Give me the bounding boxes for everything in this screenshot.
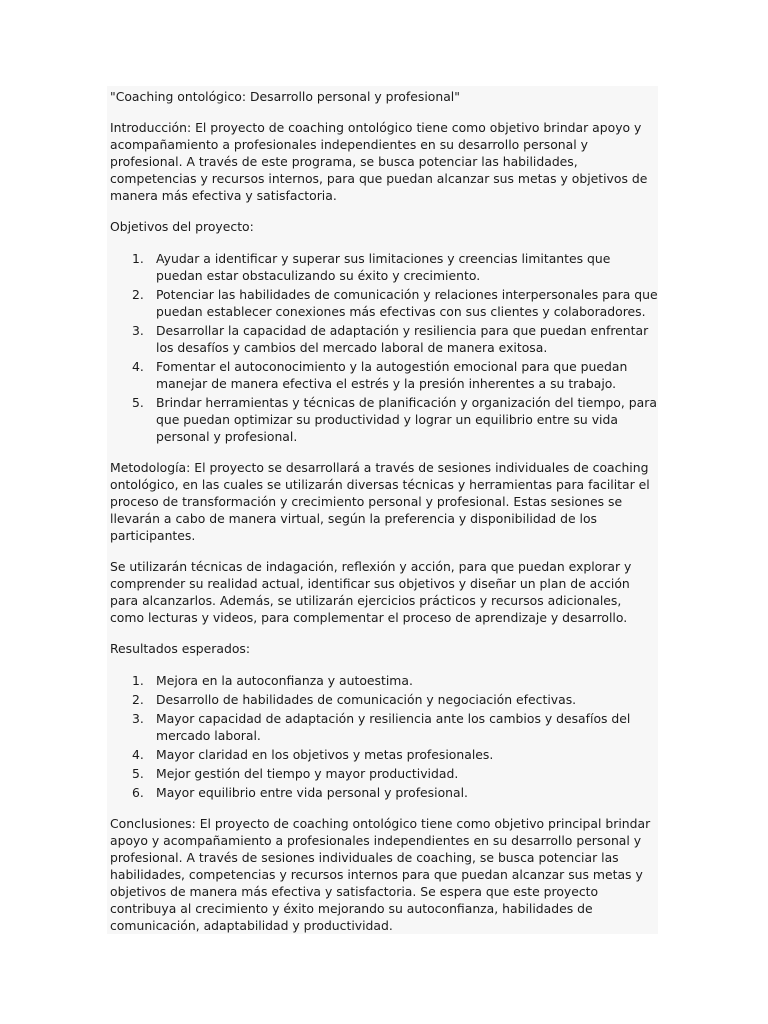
conclusions-paragraph: Conclusiones: El proyecto de coaching ontológico tiene como objetivo principal brindar apoyo y acompañamiento a profesionales independientes en su desarrollo personal y profesional. A través de sesiones individuales de coaching, se busca potenciar las habilidades, competencias y recursos internos para que puedan alcanzar sus metas y objetivos de manera más efectiva y satisfactoria. Se espera que este proyecto contribuya al crecimiento y éxito mejorando su autoconfianza, habilidades de comunicación, adaptabilidad y productividad.: [110, 816, 651, 933]
list-item: 2. Desarrollo de habilidades de comunicación y negociación efectivas.: [132, 692, 577, 707]
document-title: "Coaching ontológico: Desarrollo personal y profesional": [110, 89, 460, 104]
intro-paragraph: Introducción: El proyecto de coaching ontológico tiene como objetivo brindar apoyo y acompañamiento a profesionales independientes en su desarrollo personal y profesional. A través de este programa, se busca potenciar las habilidades, competencias y recursos internos, para que puedan alcanzar sus metas y objetivos de manera más efectiva y satisfactoria.: [110, 120, 648, 203]
document-page: [107, 86, 658, 934]
list-item: 1. Ayudar a identificar y superar sus limitaciones y creencias limitantes que puedan estar obstaculizando su éxito y crecimiento.: [132, 251, 611, 283]
results-heading: Resultados esperados:: [110, 641, 251, 656]
list-item: 5. Brindar herramientas y técnicas de planificación y organización del tiempo, para que puedan optimizar su productividad y lograr un equilibrio entre su vida personal y profesional.: [132, 395, 657, 444]
list-item: 1. Mejora en la autoconfianza y autoestima.: [132, 673, 413, 688]
list-item: 4. Mayor claridad en los objetivos y metas profesionales.: [132, 747, 494, 762]
techniques-paragraph: Se utilizarán técnicas de indagación, reflexión y acción, para que puedan explorar y comprender su realidad actual, identificar sus objetivos y diseñar un plan de acción para alcanzarlos. Además, se utilizarán ejercicios prácticos y recursos adicionales, como lecturas y videos, para complementar el proceso de aprendizaje y desarrollo.: [110, 559, 632, 625]
list-item: 3. Mayor capacidad de adaptación y resiliencia ante los cambios y desafíos del mercado laboral.: [132, 711, 631, 743]
objectives-heading: Objetivos del proyecto:: [110, 219, 254, 234]
results-list: [110, 672, 658, 801]
list-item: 3. Desarrollar la capacidad de adaptación y resiliencia para que puedan enfrentar los desafíos y cambios del mercado laboral de manera exitosa.: [132, 323, 649, 355]
list-item: 5. Mejor gestión del tiempo y mayor productividad.: [132, 766, 459, 781]
list-item: 2. Potenciar las habilidades de comunicación y relaciones interpersonales para que puedan establecer conexiones más efectivas con sus clientes y colaboradores.: [132, 287, 658, 319]
methodology-paragraph: Metodología: El proyecto se desarrollará a través de sesiones individuales de coaching ontológico, en las cuales se utilizarán diversas técnicas y herramientas para facilitar el proceso de transformación y crecimiento personal y profesional. Estas sesiones se llevarán a cabo de manera virtual, según la preferencia y disponibilidad de los participantes.: [110, 460, 650, 543]
list-item: 6. Mayor equilibrio entre vida personal y profesional.: [132, 785, 468, 800]
list-item: 4. Fomentar el autoconocimiento y la autogestión emocional para que puedan manejar de manera efectiva el estrés y la presión inherentes a su trabajo.: [132, 359, 628, 391]
objectives-list: [110, 250, 658, 445]
